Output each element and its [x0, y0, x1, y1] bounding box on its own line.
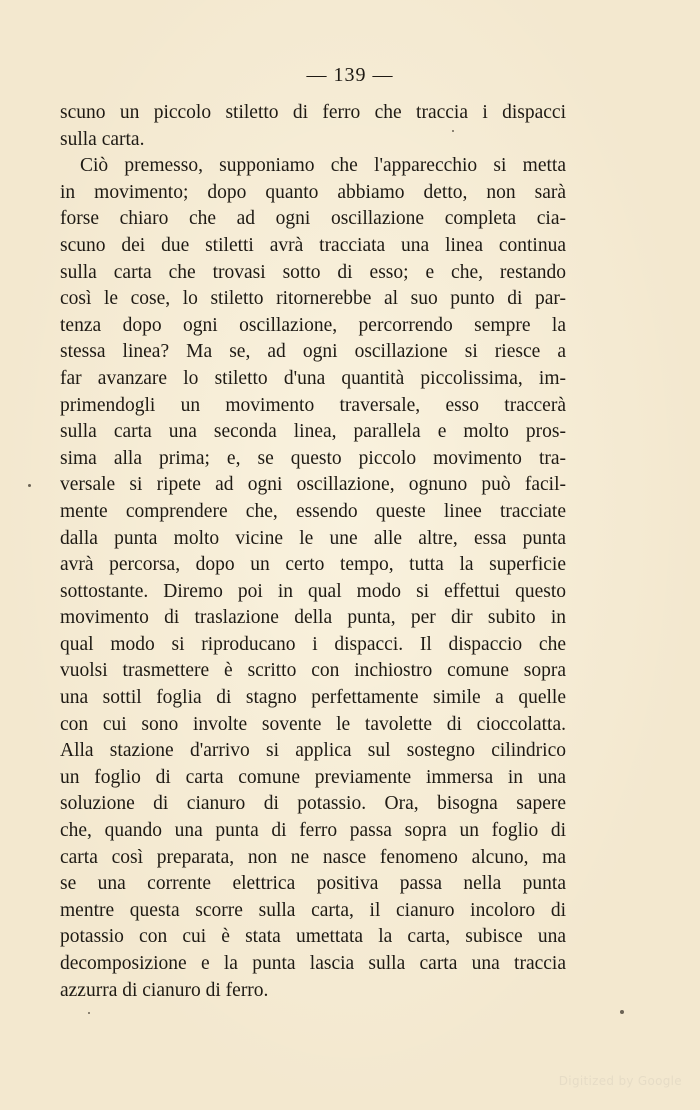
text-line: potassio con cui è stata umettata la carta, subisce una — [60, 926, 566, 948]
page-number: — 139 — — [306, 64, 394, 86]
text-line: mentre questa scorre sulla carta, il cianuro incoloro di — [60, 899, 566, 921]
ink-speck — [452, 130, 454, 132]
text-line: tenza dopo ogni oscillazione, percorrendo sempre la — [60, 314, 566, 336]
ink-speck — [620, 1010, 624, 1014]
ink-speck — [28, 484, 31, 487]
text-line: soluzione di cianuro di potassio. Ora, bisogna sapere — [60, 793, 566, 815]
text-line: forse chiaro che ad ogni oscillazione completa cia- — [60, 208, 566, 230]
text-line: vuolsi trasmettere è scritto con inchiostro comune sopra — [60, 660, 566, 682]
text-line: stessa linea? Ma se, ad ogni oscillazione si riesce a — [60, 341, 566, 363]
text-line: sulla carta. — [60, 128, 145, 150]
text-line: scuno un piccolo stiletto di ferro che traccia i dispacci — [60, 102, 566, 123]
text-line: Alla stazione d'arrivo si applica sul sostegno cilindrico — [60, 740, 566, 762]
text-line: se una corrente elettrica positiva passa nella punta — [60, 873, 566, 895]
text-line: un foglio di carta comune previamente immersa in una — [60, 766, 566, 788]
text-line: in movimento; dopo quanto abbiamo detto, non sarà — [60, 181, 566, 203]
text-line: Ciò premesso, supponiamo che l'apparecchio si metta — [80, 155, 566, 177]
text-line: sima alla prima; e, se questo piccolo movimento tra- — [60, 447, 566, 469]
text-line: sottostante. Diremo poi in qual modo si effettui questo — [60, 580, 566, 602]
text-line: versale si ripete ad ogni oscillazione, ognuno può facil- — [60, 474, 566, 496]
text-line: mente comprendere che, essendo queste linee tracciate — [60, 500, 566, 522]
text-line: una sottil foglia di stagno perfettamente simile a quelle — [60, 687, 566, 709]
text-line: azzurra di cianuro di ferro. — [60, 979, 269, 1001]
text-line: far avanzare lo stiletto d'una quantità piccolissima, im- — [60, 367, 566, 389]
text-line: con cui sono involte sovente le tavolette di cioccolatta. — [60, 713, 566, 735]
text-line: sulla carta che trovasi sotto di esso; e che, restando — [60, 261, 566, 283]
text-line: qual modo si riproducano i dispacci. Il dispaccio che — [60, 633, 566, 655]
text-line: movimento di traslazione della punta, per dir subito in — [60, 607, 566, 629]
text-line: scuno dei due stiletti avrà tracciata una linea continua — [60, 234, 566, 256]
ink-speck — [88, 1012, 90, 1014]
text-line: carta così preparata, non ne nasce fenomeno alcuno, ma — [60, 846, 566, 868]
body-text — [60, 100, 566, 1004]
text-line: primendogli un movimento traversale, esso traccerà — [60, 394, 566, 416]
text-line: che, quando una punta di ferro passa sopra un foglio di — [60, 820, 566, 842]
text-line: avrà percorsa, dopo un certo tempo, tutta la superficie — [60, 554, 566, 576]
text-line: decomposizione e la punta lascia sulla carta una traccia — [60, 953, 566, 974]
text-line: così le cose, lo stiletto ritornerebbe al suo punto di par- — [60, 288, 566, 310]
text-line: dalla punta molto vicine le une alle altre, essa punta — [60, 527, 566, 549]
text-line: sulla carta una seconda linea, parallela e molto pros- — [60, 421, 566, 443]
digitization-watermark: Digitized by Google — [558, 1074, 682, 1088]
